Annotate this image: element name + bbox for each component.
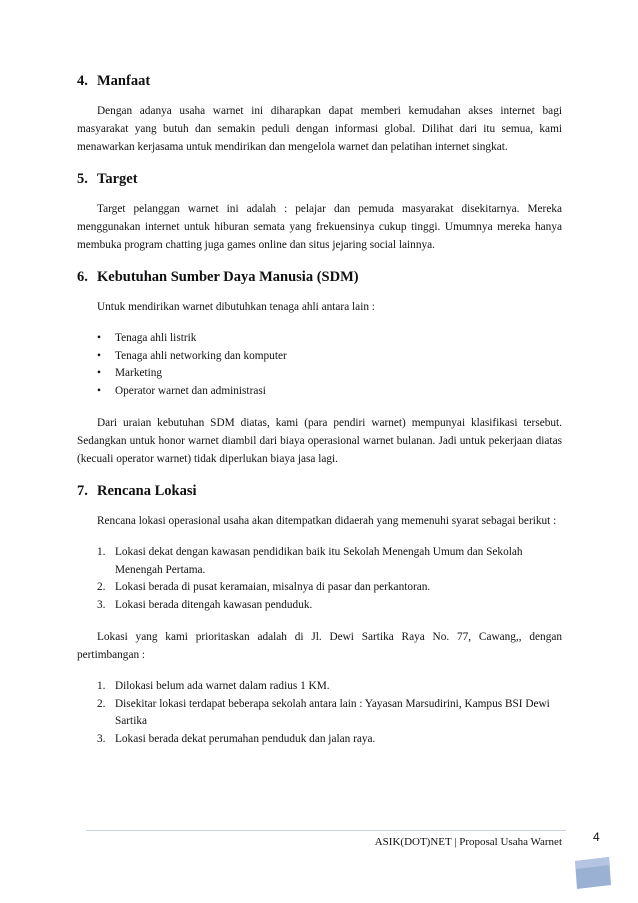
heading-rencana-lokasi: 7. Rencana Lokasi: [77, 483, 197, 499]
heading-sdm: 6. Kebutuhan Sumber Daya Manusia (SDM): [77, 269, 359, 285]
paragraph-lokasi-prioritas: Lokasi yang kami prioritaskan adalah di Jl. Dewi Sartika Raya No. 77, Cawang,, dengan pertimbangan :: [77, 631, 562, 661]
paragraph-lokasi-intro: Rencana lokasi operasional usaha akan ditempatkan didaerah yang memenuhi syarat sebagai berikut :: [97, 515, 557, 527]
list-item: • Tenaga ahli listrik: [97, 332, 197, 344]
footer-title: ASIK(DOT)NET | Proposal Usaha Warnet: [374, 836, 562, 848]
lokasi-syarat-list: [77, 544, 562, 614]
paragraph-target: Target pelanggan warnet ini adalah : pelajar dan pemuda masyarakat disekitarnya. Mereka menggunakan internet untuk hiburan semata yang frekuensinya cukup tinggi. Umumnya mereka hanya membuka program chatting juga games online dan situs jejaring social lainnya.: [77, 203, 562, 251]
list-item: 3. Lokasi berada ditengah kawasan penduduk.: [97, 598, 313, 611]
page-number: 4: [593, 830, 600, 844]
list-item: • Marketing: [97, 367, 163, 379]
corner-decoration-icon: [573, 855, 613, 891]
heading-target: 5. Target: [77, 171, 138, 187]
lokasi-pertimbangan-list: [77, 678, 562, 748]
paragraph-sdm: Dari uraian kebutuhan SDM diatas, kami (para pendiri warnet) mempunyai klasifikasi tersebut. Sedangkan untuk honor warnet diambil dari biaya operasional warnet bulanan. Jadi untuk pekerjaan diatas (kecuali operator warnet) tidak diperlukan biaya jasa lagi.: [77, 417, 562, 465]
page-content: [77, 72, 562, 762]
list-item: 1. Dilokasi belum ada warnet dalam radius 1 KM.: [97, 680, 330, 692]
heading-manfaat: 4. Manfaat: [77, 73, 151, 89]
paragraph-manfaat: Dengan adanya usaha warnet ini diharapkan dapat memberi kemudahan akses internet bagi masyarakat yang butuh dan semakin peduli dengan informasi global. Dilihat dari itu semua, kami menawarkan kerjasama untuk mendirikan dan mengelola warnet dan pelatihan internet singkat.: [77, 105, 562, 153]
paragraph-sdm-intro: Untuk mendirikan warnet dibutuhkan tenaga ahli antara lain :: [97, 301, 375, 313]
footer-divider: [86, 830, 566, 831]
list-item: 3. Lokasi berada dekat perumahan penduduk dan jalan raya.: [97, 732, 376, 745]
list-item: • Tenaga ahli networking dan komputer: [97, 349, 287, 362]
list-item: 2. Lokasi berada di pusat keramaian, misalnya di pasar dan perkantoran.: [97, 581, 431, 593]
list-item: 2. Disekitar lokasi terdapat beberapa sekolah antara lain : Yayasan Marsudirini, Kampus BSI Dewi Sartika: [97, 697, 550, 727]
list-item: • Operator warnet dan administrasi: [97, 384, 266, 397]
sdm-bullet-list: [77, 330, 562, 400]
list-item: 1. Lokasi dekat dengan kawasan pendidikan baik itu Sekolah Menengah Umum dan Sekolah Menengah Pertama.: [97, 546, 523, 576]
